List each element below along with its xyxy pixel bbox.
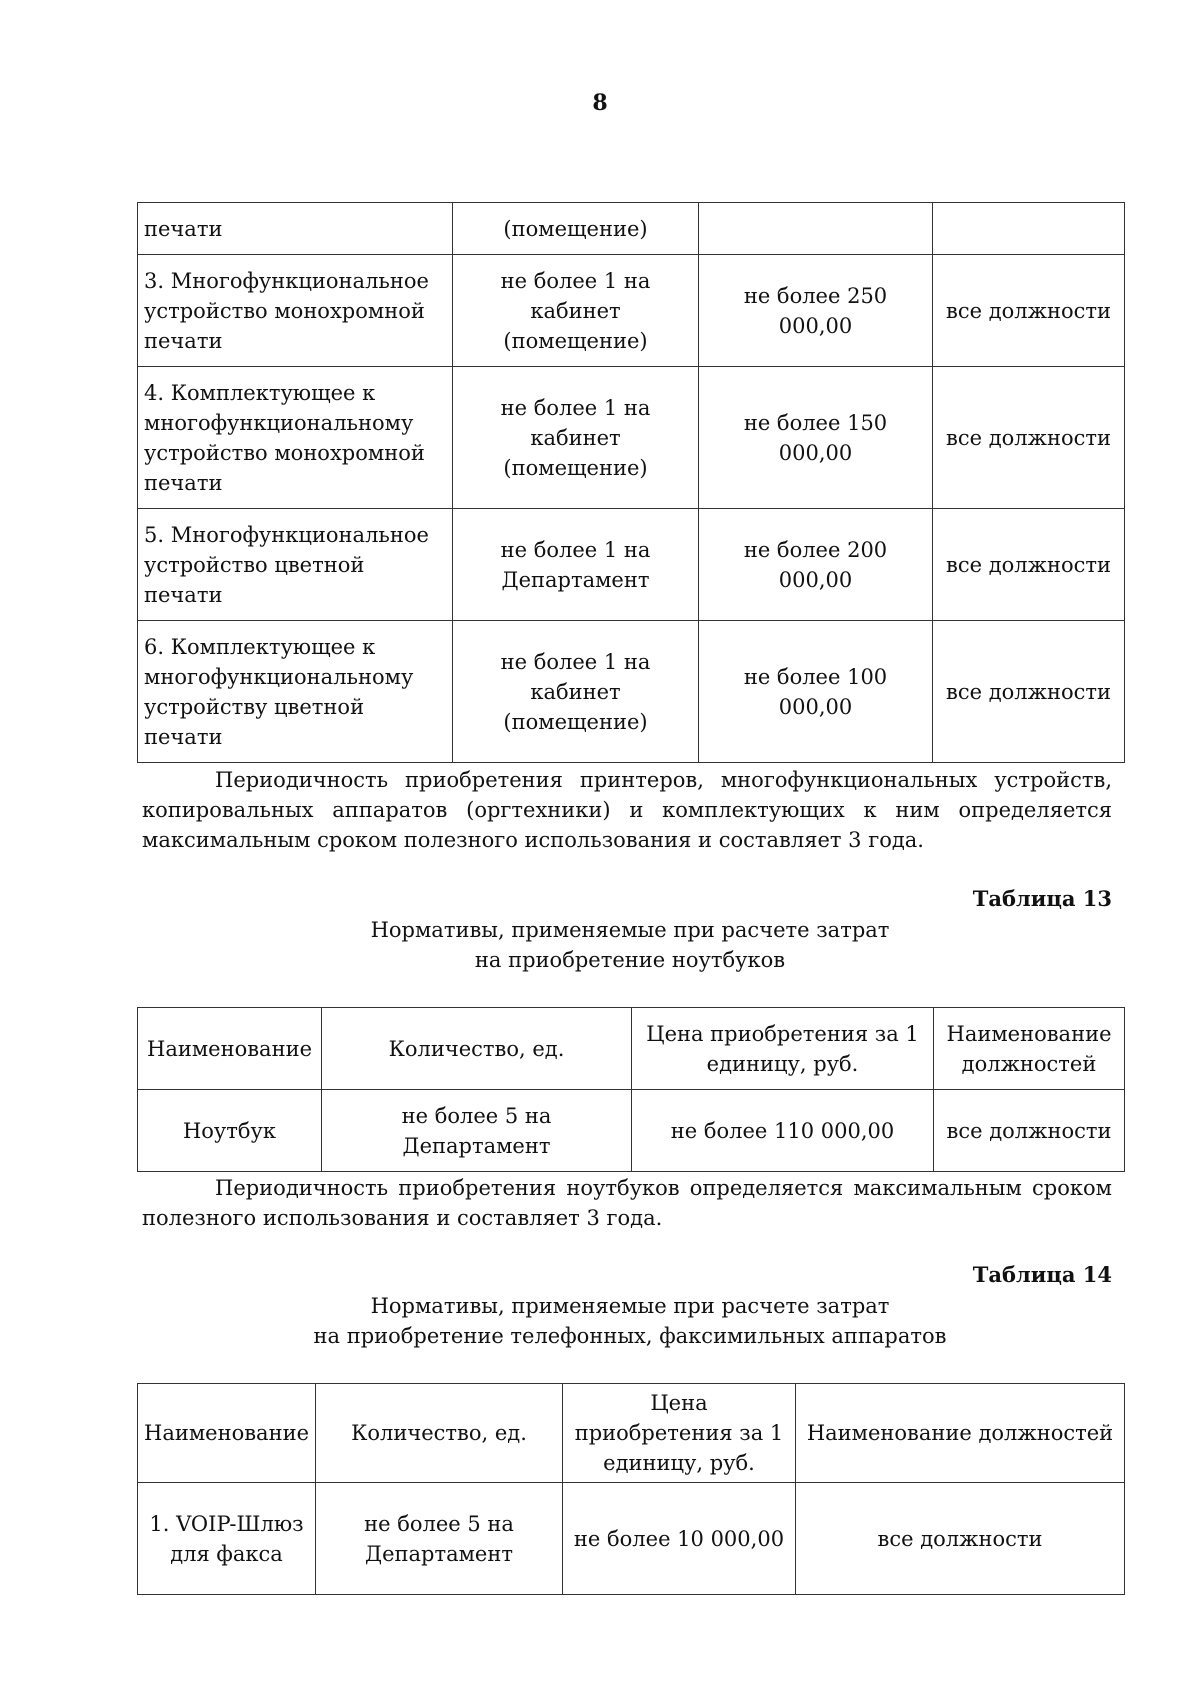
positions-cell: все должности xyxy=(933,509,1125,621)
price-cell xyxy=(699,203,933,255)
table-row xyxy=(138,509,1125,621)
quantity-cell: не более 1 на кабинет (помещение) xyxy=(453,367,699,509)
item-name-cell: 3. Многофункциональное устройство монохромной печати xyxy=(138,255,453,367)
header-quantity: Количество, ед. xyxy=(322,1008,632,1090)
item-name-cell: 6. Комплектующее к многофункциональному устройству цветной печати xyxy=(138,621,453,763)
price-cell: не более 10 000,00 xyxy=(563,1483,796,1595)
item-name-cell: 1. VOIP-Шлюз для факса xyxy=(138,1483,316,1595)
table-header-row xyxy=(138,1008,1125,1090)
price-cell: не более 100 000,00 xyxy=(699,621,933,763)
positions-cell: все должности xyxy=(933,621,1125,763)
header-name: Наименование xyxy=(138,1384,316,1483)
quantity-cell: не более 1 на кабинет (помещение) xyxy=(453,255,699,367)
table-row xyxy=(138,1483,1125,1595)
table-header-row xyxy=(138,1384,1125,1483)
positions-cell: все должности xyxy=(796,1483,1125,1595)
header-positions: Наименование должностей xyxy=(796,1384,1125,1483)
table-row xyxy=(138,621,1125,763)
table-12-continued xyxy=(137,202,1125,763)
positions-cell: все должности xyxy=(934,1090,1125,1172)
paragraph-periodicity-office-equipment: Периодичность приобретения принтеров, многофункциональных устройств, копировальных аппаратов (оргтехники) и комплектующих к ним определяется максимальным сроком полезного использования и составляет 3 года. xyxy=(142,768,1112,852)
header-price: Цена приобретения за 1 единицу, руб. xyxy=(563,1384,796,1483)
table-13-label: Таблица 13 xyxy=(972,886,1112,911)
quantity-cell: (помещение) xyxy=(453,203,699,255)
quantity-cell: не более 5 на Департамент xyxy=(316,1483,563,1595)
table-13-title-line-2: на приобретение ноутбуков xyxy=(474,948,786,972)
table-13-title xyxy=(0,915,1200,975)
price-cell: не более 200 000,00 xyxy=(699,509,933,621)
positions-cell: все должности xyxy=(933,255,1125,367)
item-name-cell: 4. Комплектующее к многофункциональному устройство монохромной печати xyxy=(138,367,453,509)
header-name: Наименование xyxy=(138,1008,322,1090)
table-row xyxy=(138,367,1125,509)
table-14-title-line-1: Нормативы, применяемые при расчете затрат xyxy=(370,1294,890,1318)
item-name-cell: печати xyxy=(138,203,453,255)
price-cell: не более 250 000,00 xyxy=(699,255,933,367)
price-cell: не более 150 000,00 xyxy=(699,367,933,509)
table-row xyxy=(138,255,1125,367)
table-14-title xyxy=(0,1291,1200,1351)
table-14 xyxy=(137,1383,1125,1595)
quantity-cell: не более 5 на Департамент xyxy=(322,1090,632,1172)
table-13-title-line-1: Нормативы, применяемые при расчете затрат xyxy=(370,918,890,942)
quantity-cell: не более 1 на кабинет (помещение) xyxy=(453,621,699,763)
item-name-cell: 5. Многофункциональное устройство цветной печати xyxy=(138,509,453,621)
header-positions: Наименование должностей xyxy=(934,1008,1125,1090)
header-price: Цена приобретения за 1 единицу, руб. xyxy=(632,1008,934,1090)
page-number: 8 xyxy=(592,90,608,116)
item-name-cell: Ноутбук xyxy=(138,1090,322,1172)
paragraph-periodicity-laptops: Периодичность приобретения ноутбуков определяется максимальным сроком полезного использования и составляет 3 года. xyxy=(142,1176,1112,1230)
table-row xyxy=(138,1090,1125,1172)
table-14-label: Таблица 14 xyxy=(972,1262,1112,1287)
quantity-cell: не более 1 на Департамент xyxy=(453,509,699,621)
table-row xyxy=(138,203,1125,255)
positions-cell: все должности xyxy=(933,367,1125,509)
positions-cell xyxy=(933,203,1125,255)
table-14-title-line-2: на приобретение телефонных, факсимильных аппаратов xyxy=(313,1324,947,1348)
table-13 xyxy=(137,1007,1125,1172)
header-quantity: Количество, ед. xyxy=(316,1384,563,1483)
price-cell: не более 110 000,00 xyxy=(632,1090,934,1172)
